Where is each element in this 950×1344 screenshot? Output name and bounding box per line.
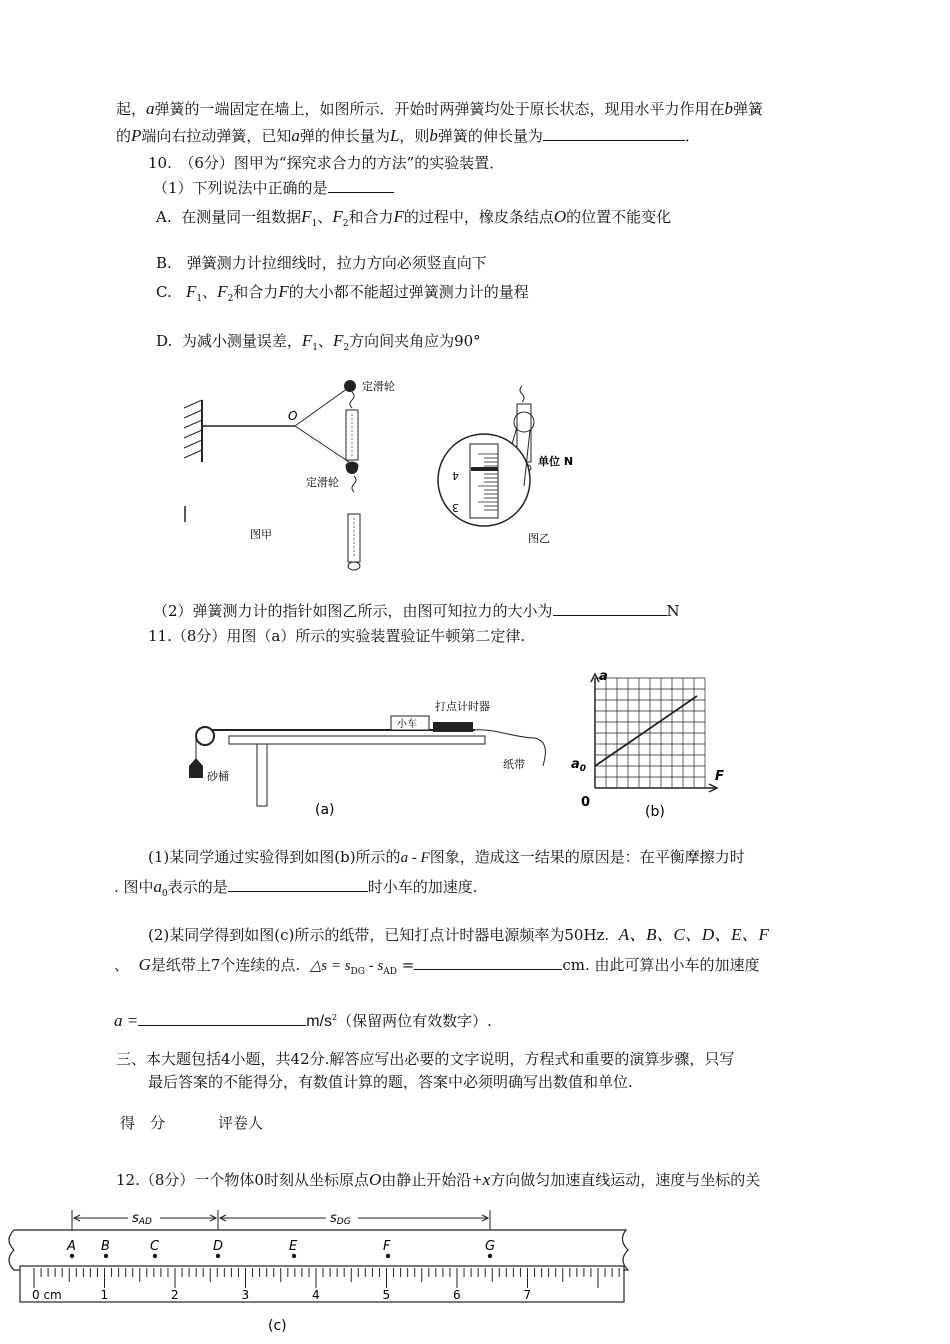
- ruler-tick-label: 1: [100, 1288, 109, 1302]
- subscript: AD: [383, 967, 398, 977]
- tape-point-label: B: [101, 1239, 110, 1254]
- q11-text: 图象，造成这一结果的原因是：在平衡摩擦力时: [429, 848, 745, 866]
- answer-blank[interactable]: [414, 955, 562, 970]
- bucket-label: 砂桶: [207, 770, 229, 783]
- tape-point-label: E: [289, 1239, 298, 1254]
- q11-text: (2)某同学得到如图(c)所示的纸带，已知打点计时器电源频率为50Hz.: [148, 926, 610, 944]
- graph-b: [571, 669, 724, 820]
- figure-a-b: [185, 668, 745, 828]
- ruler-tick-label: 0 cm: [32, 1288, 62, 1302]
- answer-blank[interactable]: [328, 178, 394, 193]
- origin-label: 0: [581, 795, 591, 810]
- var-F: F: [332, 207, 343, 226]
- figure-yi-caption: 图乙: [528, 532, 550, 545]
- intro-text: 弹簧: [733, 100, 764, 118]
- pulley-label: 定滑轮: [362, 380, 395, 393]
- option-text: 方向间夹角应为90°: [349, 332, 481, 350]
- option-text: 和合力: [348, 208, 394, 226]
- q11-p2-line1: [148, 925, 769, 945]
- subscript: 1: [196, 294, 203, 304]
- s-ad-label: sAD: [132, 1211, 152, 1227]
- q12-text: 由静止开始沿: [381, 1171, 472, 1189]
- q11-text: 表示的是: [167, 878, 228, 896]
- pulley-icon: [344, 380, 356, 392]
- intro-line-1: [116, 99, 763, 119]
- var-b: b: [429, 126, 438, 145]
- s-dg-label: sDG: [330, 1211, 351, 1227]
- figure-c-caption: (c): [268, 1318, 287, 1334]
- var-F: F: [393, 207, 404, 226]
- option-label: A.: [156, 208, 172, 226]
- unit-label: 单位 N: [538, 455, 574, 468]
- q11-p3: [114, 1008, 492, 1032]
- timer-body: [433, 722, 473, 732]
- option-text: 的位置不能变化: [566, 208, 672, 226]
- var-a: a: [291, 126, 300, 145]
- option-text: 、: [317, 332, 333, 350]
- hook-icon: [520, 386, 524, 402]
- subscript: 2: [227, 294, 234, 304]
- subscript: 0: [162, 889, 168, 899]
- tape-dot: [216, 1254, 220, 1258]
- q11-text: 时小车的加速度.: [367, 878, 478, 896]
- tape-point-label: F: [383, 1239, 391, 1254]
- figure-c: [0, 1204, 640, 1344]
- tape-dot: [153, 1254, 157, 1258]
- q10-option-d: [156, 331, 481, 358]
- figure-a-caption: (a): [315, 802, 335, 818]
- q11-p2-line2: [114, 955, 760, 982]
- score-label: 得 分: [120, 1114, 166, 1132]
- tape-point-label: D: [213, 1239, 224, 1254]
- q12-text: 12.（8分）一个物体0时刻从坐标原点: [116, 1171, 369, 1189]
- unit-text: m/s: [306, 1013, 333, 1030]
- subscript: 2: [343, 343, 350, 353]
- ruler-tick-label: 5: [382, 1288, 391, 1302]
- var-F: F: [332, 331, 344, 350]
- var-F: F: [186, 282, 197, 301]
- q11-text: 、: [114, 956, 130, 974]
- scale-body: [470, 444, 498, 518]
- cart-label: 小车: [397, 719, 417, 730]
- option-text: 在测量同一组数据: [181, 208, 302, 226]
- pulley-label: 定滑轮: [306, 476, 339, 489]
- pulley-icon: [346, 462, 358, 474]
- option-label: C.: [156, 283, 172, 301]
- q12-line: [116, 1170, 760, 1190]
- q11-p1-line1: [148, 847, 745, 868]
- var-L: L: [389, 126, 400, 145]
- answer-blank[interactable]: [543, 126, 685, 141]
- tick-label: 3: [452, 501, 459, 514]
- figure-b-caption: (b): [645, 804, 665, 820]
- table-top: [229, 736, 485, 744]
- answer-blank[interactable]: [138, 1011, 306, 1026]
- point-G: G: [138, 955, 151, 974]
- option-text: 为减小测量误差，: [181, 332, 302, 350]
- intro-text: 弹簧的一端固定在墙上，如图所示．开始时两弹簧均处于原长状态，现用水平力作用在: [154, 100, 725, 118]
- var-F: F: [301, 331, 313, 350]
- ruler-tick-label: 4: [312, 1288, 320, 1302]
- intro-line-2: [116, 126, 700, 146]
- point-names: A、B、C、D、E、F: [618, 925, 769, 944]
- pulley-icon: [196, 727, 214, 745]
- answer-blank[interactable]: [553, 601, 667, 616]
- var-F: F: [278, 282, 289, 301]
- string-lower: [295, 426, 352, 464]
- point-o-label: O: [288, 409, 298, 423]
- hook-icon: [352, 476, 356, 492]
- subscript: DG: [350, 967, 365, 977]
- superscript: 2: [332, 1013, 338, 1022]
- intro-text: ．: [684, 127, 700, 145]
- var-a: a =: [114, 1011, 139, 1030]
- q10-option-a: [156, 207, 671, 234]
- var-F: F: [301, 207, 312, 226]
- tick-label: 4: [452, 469, 459, 482]
- q11-text: 是纸带上7个连续的点.: [150, 956, 301, 974]
- ruler-tick-label: 7: [523, 1288, 532, 1302]
- tape-point-label: C: [150, 1239, 160, 1254]
- answer-blank[interactable]: [228, 877, 368, 892]
- ruler-tick-label: 2: [171, 1288, 179, 1302]
- option-text: 、: [317, 208, 333, 226]
- tape-label: 纸带: [503, 758, 525, 771]
- intro-text: 端向右拉动弹簧，已知: [141, 127, 292, 145]
- intro-text: 的: [116, 127, 132, 145]
- var-a: a: [146, 99, 155, 118]
- option-text: 的过程中，橡皮条结点: [403, 208, 554, 226]
- tape-point-label: A: [67, 1239, 76, 1254]
- tape-dot: [386, 1254, 390, 1258]
- table-leg: [257, 744, 267, 806]
- ruler: [20, 1266, 624, 1302]
- figure-jia-caption: 图甲: [250, 528, 272, 541]
- option-text: 和合力: [233, 283, 279, 301]
- option-label: D.: [156, 332, 173, 350]
- var-O: O: [368, 1170, 382, 1189]
- grader-label: 评卷人: [218, 1114, 264, 1132]
- q10-title: 10. （6分）图甲为“探究求合力的方法”的实验装置．: [148, 154, 505, 172]
- tape-dot: [488, 1254, 492, 1258]
- q11-text: . 图中: [114, 878, 154, 896]
- delta-s: - s: [364, 958, 384, 974]
- pointer: [471, 467, 498, 471]
- section3-line2: 最后答案的不能得分，有数值计算的题，答案中必须明确写出数值和单位.: [148, 1073, 633, 1091]
- q10-sub1-text: （1）下列说法中正确的是: [153, 179, 328, 197]
- intro-text: 弹簧的伸长量为: [437, 127, 543, 145]
- axis-label-a0: $a_0$: [571, 757, 587, 774]
- figure-jia-yi: [180, 372, 580, 572]
- q10-sub1: [153, 178, 394, 198]
- q11-title: 11.（8分）用图（a）所示的实验装置验证牛顿第二定律.: [148, 627, 526, 645]
- q11-text: （保留两位有效数字）.: [337, 1012, 492, 1030]
- hook-icon: [350, 392, 354, 408]
- var-O: O: [553, 207, 567, 226]
- tape-dot: [70, 1254, 74, 1258]
- axis-label-a: a: [599, 669, 608, 684]
- var-P: P: [131, 126, 142, 145]
- ruler-tick-label: 6: [453, 1288, 461, 1302]
- q11-text: (1)某同学通过实验得到如图(b)所示的: [148, 848, 401, 866]
- intro-text: ，则: [399, 127, 430, 145]
- a-f-line: [595, 696, 697, 766]
- timer-label: 打点计时器: [435, 700, 490, 713]
- q10-option-b: B. 弹簧测力计拉细线时，拉力方向必须竖直向下: [156, 254, 487, 272]
- q12-text: 方向做匀加速直线运动，速度与坐标的关: [490, 1171, 761, 1189]
- var-b: b: [724, 99, 734, 118]
- q11-text: =: [397, 956, 415, 974]
- q10-sub2: [153, 601, 680, 621]
- string-upper: [295, 388, 348, 426]
- q11-p1-line2: [114, 877, 478, 904]
- q10-sub2-text: （2）弹簧测力计的指针如图乙所示，由图可知拉力的大小为: [153, 602, 553, 620]
- delta-s: △s = s: [309, 958, 351, 974]
- var-F: F: [217, 282, 228, 301]
- scale-ring-icon: [348, 562, 360, 570]
- tape-dot: [292, 1254, 296, 1258]
- unit-text: N: [666, 602, 680, 620]
- subscript: 2: [342, 219, 349, 229]
- subscript: 1: [311, 219, 318, 229]
- q11-text: cm. 由此可算出小车的加速度: [562, 956, 760, 974]
- option-text: 的大小都不能超过弹簧测力计的量程: [288, 283, 529, 301]
- var-x: +x: [471, 1170, 491, 1189]
- intro-text: 弹的伸长量为: [299, 127, 390, 145]
- var-a0: a: [153, 877, 163, 896]
- sand-bucket: [189, 766, 203, 778]
- option-text: 、: [202, 283, 218, 301]
- graph-name: a - F: [400, 850, 430, 866]
- wall-hatching: [184, 400, 202, 458]
- intro-text: 起，: [116, 100, 147, 118]
- ruler-tick-label: 3: [241, 1288, 250, 1302]
- tape-dot: [104, 1254, 108, 1258]
- axis-label-f: F: [715, 769, 724, 784]
- q10-option-c: [156, 282, 529, 309]
- tape-point-label: G: [485, 1239, 496, 1254]
- section3-line1: 三、本大题包括4小题，共42分.解答应写出必要的文字说明，方程式和重要的演算步骤，只写: [116, 1050, 735, 1068]
- subscript: 1: [312, 343, 318, 353]
